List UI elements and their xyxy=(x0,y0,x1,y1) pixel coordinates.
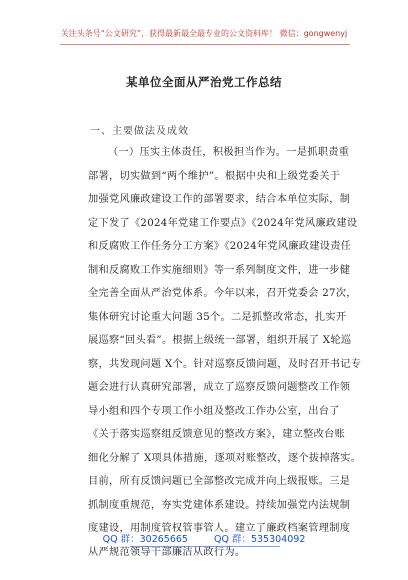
body-line: 部署，切实做到“两个维护”。根据中央和上级党委关于 xyxy=(88,170,341,182)
body-line: 度建设，用制度管权管事管人。建立了廉政档案管理制度 xyxy=(88,523,351,534)
body-line: 全完善全面从严治党体系。今年以来，召开党委会 27次， xyxy=(88,288,357,299)
header-banner: 关注头条号“公文研究”，获得最新最全最专业的公文资料库！ 微信：gongwenyj xyxy=(60,29,348,38)
body-line: 制和反腐败工作实施细则》等一系列制度文件，进一步健 xyxy=(88,264,351,276)
footer-divider xyxy=(130,546,280,547)
body-line: 察，共发现问题 X个。针对巡察反馈问题，及时召开书记专 xyxy=(88,358,362,370)
body-line: 集体研究讨论重大问题 35个。二是抓整改常态，扎实开 xyxy=(88,311,347,323)
body-line: 展巡察“回头看”。根据上级统一部署，组织开展了 X轮巡 xyxy=(88,335,352,346)
body-line: 导小组和四个专项工作小组及整改工作办公室，出台了 xyxy=(88,405,340,417)
body-line: 定下发了《2024年党建工作要点》《2024年党风廉政建设 xyxy=(88,217,358,229)
body-line: 抓制度重规范，夯实党建体系建设。持续加强党内法规制 xyxy=(88,499,351,511)
body-line: 和反腐败工作任务分工方案》《2024年党风廉政建设责任 xyxy=(88,241,352,252)
body-line: 加强党风廉政建设工作的部署要求，结合本单位实际，制 xyxy=(88,194,351,205)
body-line: 从严规范领导干部廉洁从政行为。 xyxy=(88,546,246,558)
document-title: 某单位全面从严治党工作总结 xyxy=(126,75,282,89)
body-line: 细化分解了 X项具体措施，逐项对账整改，逐个拔掉落实。 xyxy=(88,452,362,464)
header-divider xyxy=(60,44,350,45)
footer-qq-group-1: QQ 群：30265665 xyxy=(102,534,188,545)
body-line: 题会进行认真研究部署，成立了巡察反馈问题整改工作领 xyxy=(88,382,351,393)
body-line: 目前，所有反馈问题已全部整改完成并向上级报账。三是 xyxy=(88,476,351,487)
footer-qq-group-2: QQ 群：535304092 xyxy=(213,534,306,545)
body-line: 《关于落实巡察组反馈意见的整改方案》，建立整改台账 xyxy=(88,429,346,440)
footer-contact xyxy=(0,531,408,545)
section-heading: 一、主要做法及成效 xyxy=(90,126,189,137)
body-line: （一）压实主体责任，积极担当作为。一是抓职责重 xyxy=(108,147,350,158)
